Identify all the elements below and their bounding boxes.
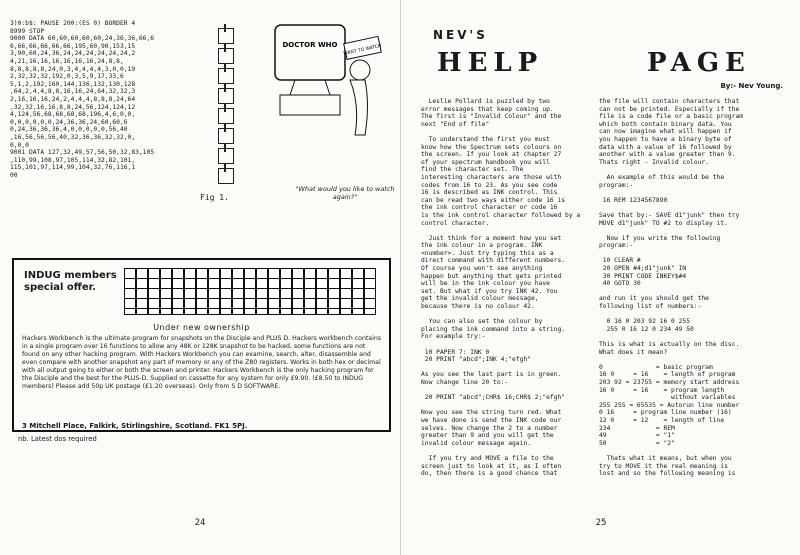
code-line: 3,90,60,24,36,24,24,24,24,24,24,2 [10,50,136,58]
article-column-left: Leslie Pollard is puzzled by two error messages that keep coming up. The first is "Invalid Colour" and the next "End of file" To understand the first you must know how the Spectrum sets colours on the screen. If you look at chapter 27 of your spectrum handbook you will find the character set. The interesting characters are those with codes from 16 to 23. As you see code 16 is described as INK control. This can be read two ways either code 16 is the ink control character or code 16 is the ink control character followed by a control character. Just think for a moment how you set the ink colour in a program. INK <number>. Just try typing this as a direct command with different numbers. Of course you won't see anything happen but anything that gets printed will be in the ink colour you have set. But what if you try INK 42. You get the invalid colour message, because there is no colour 42. You can also set the colour by placing the ink command into a string. For example try:- 10 PAPER 7: INK 0 20 PRINT "abcd";INK 4;"efgh" As you see the last part is in green. Now change line 20 to:- 20 PRINT "abcd";CHR$ 16;CHR$ 2;"efgh" Now you see the string turn red. What we have done is send the INK code our selves. Now change the 2 to a number greater than 9 and you will get the invalid colour message again. If you try and MOVE a file to the screen just to look at it, as I often do, then there is a good chance that [421,98,581,478]
code-line: 0,0,0,0,0,0,24,36,36,24,60,60,6 [10,118,128,126]
code-line: 9001 DATA 127,32,49,57,56,50,32,83,105 [10,149,155,157]
sign-text: WANT TO WATCH [343,43,382,57]
code-line: 00 [10,171,18,179]
code-line: 4,21,16,16,16,16,16,16,24,8,8, [10,57,124,65]
fig-cell [218,148,234,164]
fig-cell [218,88,234,104]
fig-cell [218,168,234,184]
code-line: 8,8,8,8,8,24,0,3,4,4,4,4,3,0,0,19 [10,65,136,73]
fig-cell [218,28,234,44]
basic-listing [10,20,218,179]
title-word-page: PAGE [647,48,751,78]
code-line: ,64,2,4,4,8,8,16,16,24,64,32,32,3 [10,88,136,96]
code-line: ,110,99,108,97,105,114,32,82,101, [10,156,136,164]
advert-title: Under new ownership [153,323,250,332]
fig-cell [218,128,234,144]
byline: By:- Nev Young. [720,82,783,90]
footnote: nb. Latest dos required [18,435,97,443]
hackers-workbench-advert [12,258,391,432]
code-line: 115,101,97,114,99,104,32,76,116,1 [10,164,136,172]
code-line: 6,66,66,66,66,66,195,60,90,153,15 [10,42,136,50]
advert-address: 3 Mitchell Place, Falkirk, Stirlingshire, Scotland. FK1 5PJ. [22,422,248,430]
code-line: 8999 STOP [10,27,45,35]
article-column-right: the file will contain characters that can not be printed. Especially if the file is a code file or a basic program which both contain binary data. You can now imagine what will happen if you happen to have a binary byte of data with a value of 16 followed by another with a value greater than 9. Thats right - Invalid colour. An example of this would be the program:- 16 REM 1234567890 Save that by:- SAVE d1"junk" then try MOVE d1"junk" TO #2 to display it. Now if you write the following program:- 10 CLEAR # 20 OPEN #4;d1"junk" IN 30 PRINT CODE INKEY$#4 40 GOTO 30 and run it you should get the following list of numbers:- 0 16 0 203 92 16 0 255 255 0 16 12 0 234 49 50 This is what is actually on the disc. What does it mean? 0 = basic program 16 0 = 16 = length of program 203 92 = 23755 = memory start address 16 0 = 16 = program length without variables 255 255 = 65535 = Autorun line number 0 16 = program line number (16) 12 0 = 12 = length of line 234 = REM 49 = "1" 50 = "2" Thats what it means, but when you try to MOVE it the real meaning is lost and so the following meaning is [599,98,744,478]
figure-1-diagram [218,24,248,188]
tv-screen-text: DOCTOR WHO [282,41,338,49]
advert-offer-heading: INDUG members special offer. [24,270,117,293]
code-line: 0,0,0 [10,141,29,149]
code-line: 2,32,32,32,192,0,3,5,9,17,33,6 [10,73,124,81]
fig-cell [218,68,234,84]
advert-body: Hackers Workbench is the ultimate program for snapshots on the Disciple and PLUS D. Hackers workbench contains in a single program over 16 functions to allow any 48K or 128K snapshot to be hacked, some functions are not found on any other hacking program. With Hackers Workbench you can examine, search, alter, disassemble and even compare with another snapshot any part of memory or any of the Z80 registers. Works in both hex or decimal with all output going to either or both the screen and printer. Hackers Workbench is the only hacking program for the Disciple and the best for the PLUS-D. Supplied on cassette for any system for only £9.90. (£8.50 to INDUG members) Please add 50p UK postage (£1.20 overseas). Only from S D SOFTWARE. [22,335,381,390]
code-line: 5,1,2,192,160,144,136,132,130,128 [10,80,136,88]
page-number-left: 24 [194,518,206,528]
keyboard-illustration [124,268,376,315]
cartoon-caption: "What would you like to watch again?" [295,185,395,201]
code-line: ,16,56,56,56,40,32,36,36,32,32,0, [10,133,136,141]
code-line: 0,24,36,36,36,4,0,0,0,0,0,56,40 [10,126,128,134]
code-line: 4,124,56,68,68,68,68,196,4,6,0,0, [10,111,136,119]
page-number-right: 25 [595,518,607,528]
title-word-help: HELP [437,48,544,78]
code-line: 3)0:b$: PAUSE 200:(ES 0) BORDER 4 [10,20,136,27]
code-line: ,32,32,16,16,8,8,24,56,124,124,12 [10,103,136,111]
figure-label: Fig 1. [200,193,229,202]
fig-cell [218,48,234,64]
code-line: 2,16,16,16,24,2,4,4,4,8,8,8,24,64 [10,95,136,103]
code-line: 9000 DATA 60,60,60,60,60,24,36,36,66,6 [10,35,155,43]
fig-cell [218,108,234,124]
tv-cartoon-illustration [265,15,385,165]
right-page [400,0,800,555]
title-prefix: NEV'S [433,28,488,42]
